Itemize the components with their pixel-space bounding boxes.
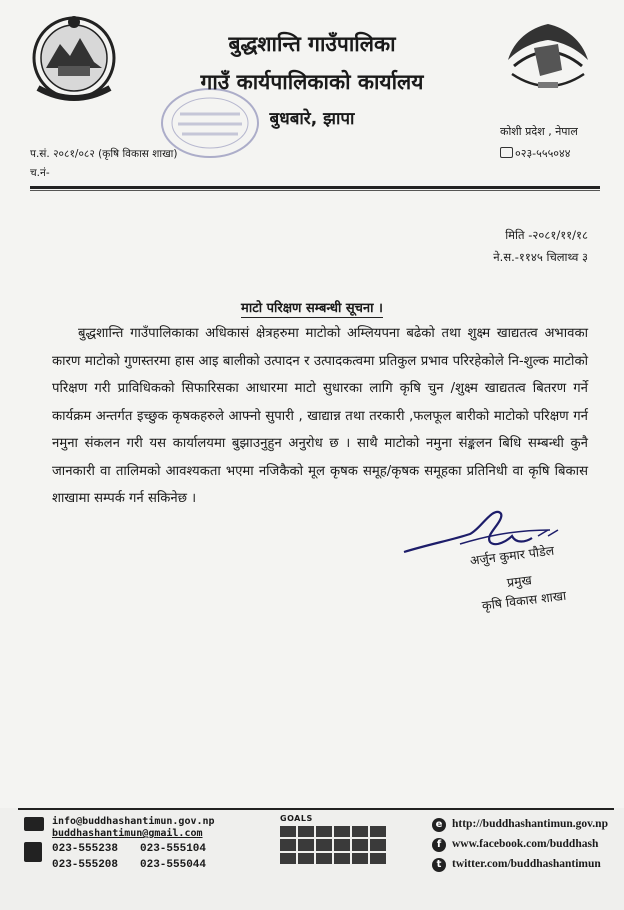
footer-divider — [18, 808, 614, 810]
twitter-icon: t — [432, 858, 446, 872]
footer-email-official[interactable]: info@buddhashantimun.gov.np — [52, 816, 215, 827]
letter-date: मिति -२०८१/११/१८ — [505, 228, 588, 242]
office-location: बुधबारे, झापा — [269, 109, 355, 129]
province-text: कोशी प्रदेश , नेपाल — [500, 125, 578, 138]
footer-twitter[interactable]: twitter.com/buddhashantimun — [452, 858, 601, 870]
nepal-samvat-date: ने.स.-११४५ चिलाथ्व ३ — [493, 250, 588, 264]
facebook-icon: f — [432, 838, 446, 852]
letter-body: बुद्धशान्ति गाउँपालिकाका अधिकासं क्षेत्रहरुमा माटोको अम्लियपना बढेको तथा शुक्ष्म खाद्यतत्व अभावका कारण माटोको गुणस्तरमा हास आइ बालीको उत्पादन र उत्पादकत्वमा प्रतिकुल प्रभाव परिरहेकोले नि-शुल्क माटोको परिक्षण गरी प्राविधिकको सिफारिसका आधारमा माटो सुधारका लागि कृषि चुन /शुक्ष्म खाद्यतत्व बितरण गर्ने कार्यक्रम अन्तर्गत इच्छुक कृषकहरुले आफ्नो सुपारी , खाद्यान्न तथा तरकारी ,फलफूल बारीको माटोको परिक्षण गर्न नमुना संकलन गरी यस कार्यालयमा बुझाउनुहुन अनुरोध छ । साथै माटोको नमुना संङ्कलन बिधि सम्बन्धी कुनै जानकारी वा तालिमको आवश्यकता भएमा नजिकैको मूल कृषक समूह/कृषक समूहका प्रतिनिधी वा कृषि बिकास शाखामा सम्पर्क गर्न सकिनेछ । — [52, 326, 588, 506]
signatory-name: अर्जुन कुमार पौडेल — [469, 542, 555, 568]
signatory-department: कृषि विकास शाखा — [481, 587, 567, 613]
office-name: गाउँ कार्यपालिकाको कार्यालय — [200, 70, 424, 94]
header-divider-thin — [30, 190, 600, 191]
header-divider — [30, 186, 600, 189]
dispatch-number: च.नं- — [30, 167, 50, 179]
signatory-title: प्रमुख — [506, 572, 533, 590]
footer-phone-3: 023-555208 — [52, 859, 119, 871]
subject-text: माटो परिक्षण सम्बन्धी सूचना । — [241, 301, 383, 316]
footer-phone-1: 023-555238 — [52, 843, 119, 855]
sdg-goals-label: GOALS — [280, 814, 313, 823]
sdg-goals-grid-icon — [280, 826, 386, 864]
footer-email-gmail[interactable]: buddhashantimun@gmail.com — [52, 828, 203, 839]
header-phone: ०२३-५५५०४४ — [515, 147, 571, 160]
letter-subject — [0, 298, 624, 316]
web-icon: e — [432, 818, 446, 832]
reference-number: प.सं. २०८१/०८२ (कृषि विकास शाखा) — [30, 148, 178, 160]
footer-facebook[interactable]: www.facebook.com/buddhash — [452, 838, 599, 850]
footer-phone-4: 023-555044 — [140, 859, 207, 871]
telephone-icon — [24, 842, 42, 862]
email-icon — [24, 817, 44, 831]
municipality-name: बुद्धशान्ति गाउँपालिका — [228, 32, 396, 56]
footer-website[interactable]: http://buddhashantimun.gov.np — [452, 818, 608, 830]
footer-phone-2: 023-555104 — [140, 843, 207, 855]
phone-icon — [500, 147, 513, 158]
